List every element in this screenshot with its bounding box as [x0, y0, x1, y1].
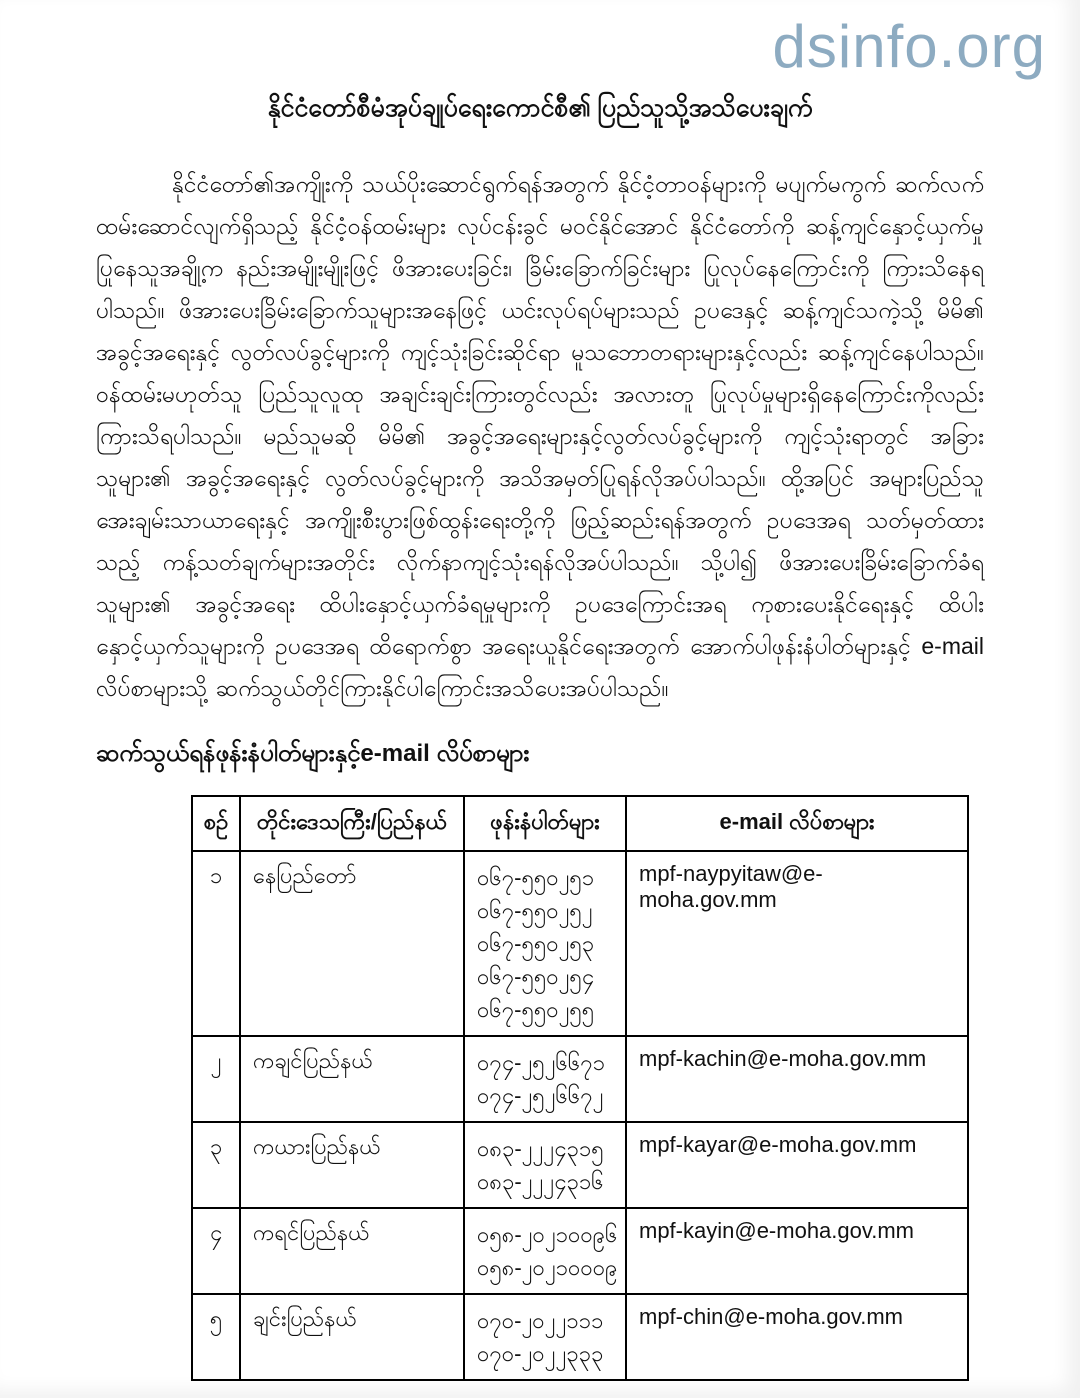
cell-serial: ၅ — [192, 1294, 240, 1380]
cell-serial: ၂ — [192, 1036, 240, 1122]
cell-email: mpf-kachin@e-moha.gov.mm — [626, 1036, 968, 1122]
cell-phones — [464, 1036, 626, 1122]
cell-phones — [464, 851, 626, 1036]
cell-email: mpf-chin@e-moha.gov.mm — [626, 1294, 968, 1380]
cell-phones — [464, 1208, 626, 1294]
cell-email: mpf-naypyitaw@e-moha.gov.mm — [626, 851, 968, 1036]
cell-email: mpf-kayar@e-moha.gov.mm — [626, 1122, 968, 1208]
header-region: တိုင်းဒေသကြီး/ပြည်နယ် — [240, 796, 464, 851]
phone-number: ၀၅၈-၂၀၂၁၀၀၉၆ — [477, 1222, 618, 1247]
header-email: e-mail လိပ်စာများ — [626, 796, 968, 851]
phone-number: ၀၆၇-၅၅၀၂၅၃ — [477, 931, 595, 956]
contact-table-heading: ဆက်သွယ်ရန်ဖုန်းနံပါတ်များနှင့်e-mail လိပ်စာများ — [96, 740, 530, 767]
cell-email: mpf-kayin@e-moha.gov.mm — [626, 1208, 968, 1294]
cell-serial: ၁ — [192, 851, 240, 1036]
cell-serial: ၄ — [192, 1208, 240, 1294]
phone-number: ၀၇၄-၂၅၂၆၆၇၂ — [477, 1083, 604, 1108]
cell-region: နေပြည်တော် — [240, 851, 464, 1036]
cell-serial: ၃ — [192, 1122, 240, 1208]
cell-region: ချင်းပြည်နယ် — [240, 1294, 464, 1380]
phone-number: ၀၆၇-၅၅၀၂၅၅ — [477, 997, 595, 1022]
header-phones: ဖုန်းနံပါတ်များ — [464, 796, 626, 851]
dsinfo-watermark: dsinfo.org — [772, 13, 1046, 80]
contact-table-body — [192, 851, 968, 1380]
phone-number: ၀၇၄-၂၅၂၆၆၇၁ — [477, 1050, 605, 1075]
cell-phones — [464, 1122, 626, 1208]
phone-number: ၀၇၀-၂၀၂၂၃၃၃ — [477, 1341, 604, 1366]
phone-number: ၀၈၃-၂၂၂၄၃၁၅ — [477, 1136, 604, 1161]
phone-number: ၀၆၇-၅၅၀၂၅၂ — [477, 898, 593, 923]
phone-number: ၀၆၇-၅၅၀၂၅၁ — [477, 865, 595, 890]
table-row — [192, 1122, 968, 1208]
page-title: နိုင်ငံတော်စီမံအုပ်ချုပ်ရေးကောင်စီ၏ ပြည်သူသို့အသိပေးချက် — [267, 94, 813, 122]
phone-number: ၀၇၀-၂၀၂၂၁၁၁ — [477, 1308, 604, 1333]
phone-number: ၀၈၃-၂၂၂၄၃၁၆ — [477, 1169, 604, 1194]
contact-table-header — [192, 796, 968, 851]
cell-region: ကချင်ပြည်နယ် — [240, 1036, 464, 1122]
phone-number: ၀၆၇-၅၅၀၂၅၄ — [477, 964, 595, 989]
header-row — [192, 796, 968, 851]
table-row — [192, 1294, 968, 1380]
table-row — [192, 851, 968, 1036]
phone-number: ၀၅၈-၂၀၂၁၀၀၀၉ — [477, 1255, 618, 1280]
cell-phones — [464, 1294, 626, 1380]
header-serial: စဉ် — [192, 796, 240, 851]
announcement-body: နိုင်ငံတော်၏အကျိုးကို သယ်ပိုးဆောင်ရွက်ရန်အတွက် နိုင်ငံ့တာဝန်များကို မပျက်မကွက် ဆက်လက်ထမ်းဆောင်လျက်ရှိသည့် နိုင်ငံ့ဝန်ထမ်းများ လုပ်ငန်းခွင် မဝင်နိုင်အောင် နိုင်ငံတော်ကို ဆန့်ကျင်နှောင့်ယှက်မှုပြုနေသူအချို့က နည်းအမျိုးမျိုးဖြင့် ဖိအားပေးခြင်း၊ ခြိမ်းခြောက်ခြင်းများ ပြုလုပ်နေကြောင်းကို ကြားသိနေရပါသည်။ ဖိအားပေးခြိမ်းခြောက်သူများအနေဖြင့် ယင်းလုပ်ရပ်များသည် ဥပဒေနှင့် ဆန့်ကျင်သကဲ့သို့ မိမိ၏ အခွင့်အရေးနှင့် လွတ်လပ်ခွင့်များကို ကျင့်သုံးခြင်းဆိုင်ရာ မူသဘောတရားများနှင့်လည်း ဆန့်ကျင်နေပါသည်။ ဝန်ထမ်းမဟုတ်သူ ပြည်သူလူထု အချင်းချင်းကြားတွင်လည်း အလားတူ ပြုလုပ်မှုများရှိနေကြောင်းကိုလည်း ကြားသိရပါသည်။ မည်သူမဆို မိမိ၏ အခွင့်အရေးများနှင့်လွတ်လပ်ခွင့်များကို ကျင့်သုံးရာတွင် အခြားသူများ၏ အခွင့်အရေးနှင့် လွတ်လပ်ခွင့်များကို အသိအမှတ်ပြုရန်လိုအပ်ပါသည်။ ထို့အပြင် အများပြည်သူအေးချမ်းသာယာရေးနှင့် အကျိုးစီးပွားဖြစ်ထွန်းရေးတို့ကို ဖြည့်ဆည်းရန်အတွက် ဥပဒေအရ သတ်မှတ်ထားသည့် ကန့်သတ်ချက်များအတိုင်း လိုက်နာကျင့်သုံးရန်လိုအပ်ပါသည်။ သို့ပါ၍ ဖိအားပေးခြိမ်းခြောက်ခံရသူများ၏ အခွင့်အရေး ထိပါးနှောင့်ယှက်ခံရမှုများကို ဥပဒေကြောင်းအရ ကုစားပေးနိုင်ရေးနှင့် ထိပါးနှောင့်ယှက်သူများကို ဥပဒေအရ ထိရောက်စွာ အရေးယူနိုင်ရေးအတွက် အောက်ပါဖုန်းနံပါတ်များနှင့် e-mail လိပ်စာများသို့ ဆက်သွယ်တိုင်ကြားနိုင်ပါကြောင်းအသိပေးအပ်ပါသည်။ — [96, 171, 984, 701]
cell-region: ကရင်ပြည်နယ် — [240, 1208, 464, 1294]
table-row — [192, 1036, 968, 1122]
contact-table — [191, 795, 969, 1381]
cell-region: ကယားပြည်နယ် — [240, 1122, 464, 1208]
table-row — [192, 1208, 968, 1294]
